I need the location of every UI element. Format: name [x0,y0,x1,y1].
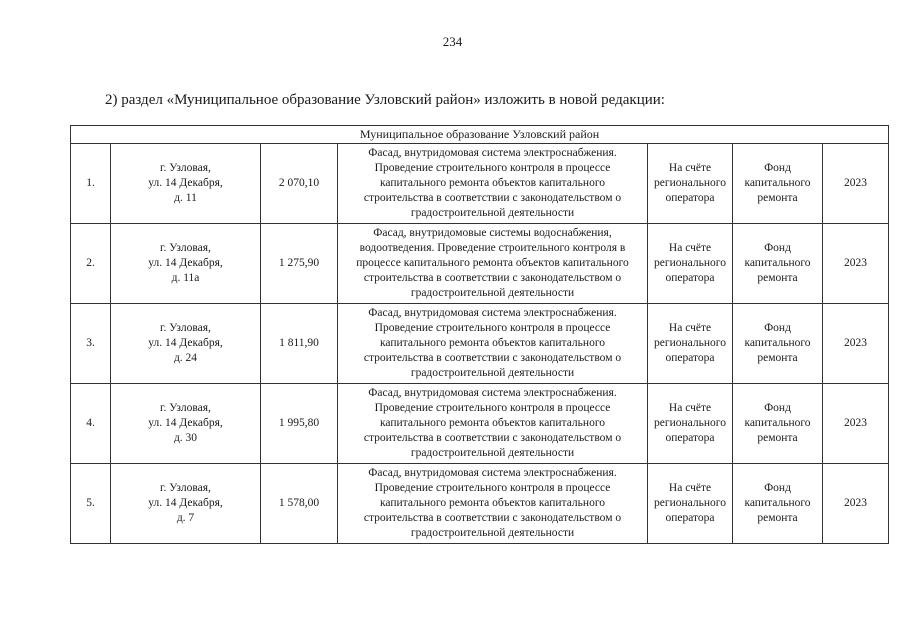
description-line: строительства в соответствии с законодательством о [363,272,622,284]
table-header-row [71,126,889,144]
account-line: На счёте [668,482,712,494]
address-line: д. 7 [176,512,195,524]
row-number: 2. [71,224,111,304]
address-line: ул. 14 Декабря, [148,177,223,189]
description-line: водоотведения. Проведение строительного контроля в [359,242,626,254]
description-line: процессе капитального ремонта объектов капитального [356,257,629,269]
repair-program-table [70,125,889,544]
address-cell [111,144,261,224]
address-cell [111,224,261,304]
description-line: Фасад, внутридомовая система электроснабжения. [368,387,617,399]
work-description [338,224,648,304]
description-line: Проведение строительного контроля в процессе [374,482,611,494]
account-line: регионального [654,337,726,349]
planned-year: 2023 [823,144,889,224]
description-line: строительства в соответствии с законодательством о [363,512,622,524]
description-line: капитального ремонта объектов капитального [379,417,605,429]
fund-line: капитального [744,497,811,509]
description-line: Фасад, внутридомовая система электроснабжения. [368,307,617,319]
account-line: оператора [665,432,715,444]
cost-value: 1 995,80 [261,384,338,464]
fund-line: ремонта [757,352,798,364]
account-line: оператора [665,512,715,524]
description-line: строительства в соответствии с законодательством о [363,432,622,444]
row-number: 5. [71,464,111,544]
account-line: На счёте [668,162,712,174]
cost-value: 1 811,90 [261,304,338,384]
planned-year: 2023 [823,384,889,464]
cost-value: 2 070,10 [261,144,338,224]
address-line: д. 24 [173,352,198,364]
fund-line: ремонта [757,512,798,524]
funding-account [648,304,733,384]
description-line: капитального ремонта объектов капитального [379,497,605,509]
description-line: строительства в соответствии с законодательством о [363,192,622,204]
description-line: градостроительной деятельности [410,367,575,379]
address-cell [111,384,261,464]
table-row [71,304,889,384]
description-line: градостроительной деятельности [410,447,575,459]
account-line: оператора [665,352,715,364]
account-line: На счёте [668,402,712,414]
account-line: регионального [654,177,726,189]
address-line: д. 30 [173,432,198,444]
description-line: строительства в соответствии с законодательством о [363,352,622,364]
funding-source [733,144,823,224]
planned-year: 2023 [823,304,889,384]
address-line: г. Узловая, [160,162,211,174]
account-line: регионального [654,417,726,429]
address-line: д. 11а [171,272,200,284]
description-line: Проведение строительного контроля в процессе [374,162,611,174]
funding-source [733,384,823,464]
fund-line: Фонд [764,402,791,414]
account-line: регионального [654,257,726,269]
fund-line: Фонд [764,322,791,334]
table-row [71,144,889,224]
row-number: 3. [71,304,111,384]
funding-account [648,384,733,464]
address-line: ул. 14 Декабря, [148,337,223,349]
funding-source [733,464,823,544]
table-row [71,464,889,544]
intro-paragraph: 2) раздел «Муниципальное образование Узловский район» изложить в новой редакции: [105,92,665,108]
account-line: оператора [665,192,715,204]
address-cell [111,304,261,384]
address-line: г. Узловая, [160,242,211,254]
fund-line: капитального [744,417,811,429]
fund-line: капитального [744,257,811,269]
funding-source [733,224,823,304]
address-cell [111,464,261,544]
fund-line: ремонта [757,192,798,204]
account-line: На счёте [668,322,712,334]
row-number: 4. [71,384,111,464]
municipality-header: Муниципальное образование Узловский район [71,126,889,144]
description-line: капитального ремонта объектов капитального [379,337,605,349]
address-line: ул. 14 Декабря, [148,257,223,269]
account-line: оператора [665,272,715,284]
cost-value: 1 275,90 [261,224,338,304]
planned-year: 2023 [823,224,889,304]
page-number: 234 [442,34,463,49]
work-description [338,144,648,224]
address-line: г. Узловая, [160,482,211,494]
funding-account [648,224,733,304]
work-description [338,304,648,384]
fund-line: Фонд [764,482,791,494]
fund-line: Фонд [764,162,791,174]
fund-line: ремонта [757,272,798,284]
work-description [338,384,648,464]
description-line: градостроительной деятельности [410,287,575,299]
table-row [71,384,889,464]
fund-line: капитального [744,337,811,349]
funding-source [733,304,823,384]
fund-line: ремонта [757,432,798,444]
address-line: ул. 14 Декабря, [148,497,223,509]
planned-year: 2023 [823,464,889,544]
description-line: градостроительной деятельности [410,207,575,219]
funding-account [648,144,733,224]
account-line: регионального [654,497,726,509]
funding-account [648,464,733,544]
fund-line: Фонд [764,242,791,254]
row-number: 1. [71,144,111,224]
description-line: Проведение строительного контроля в процессе [374,322,611,334]
address-line: г. Узловая, [160,402,211,414]
description-line: Проведение строительного контроля в процессе [374,402,611,414]
fund-line: капитального [744,177,811,189]
table-row [71,224,889,304]
description-line: Фасад, внутридомовая система электроснабжения. [368,147,617,159]
work-description [338,464,648,544]
address-line: ул. 14 Декабря, [148,417,223,429]
address-line: г. Узловая, [160,322,211,334]
account-line: На счёте [668,242,712,254]
cost-value: 1 578,00 [261,464,338,544]
description-line: Фасад, внутридомовая система электроснабжения. [368,467,617,479]
address-line: д. 11 [174,192,197,204]
description-line: Фасад, внутридомовые системы водоснабжения, [373,227,612,239]
description-line: градостроительной деятельности [410,527,575,539]
description-line: капитального ремонта объектов капитального [379,177,605,189]
